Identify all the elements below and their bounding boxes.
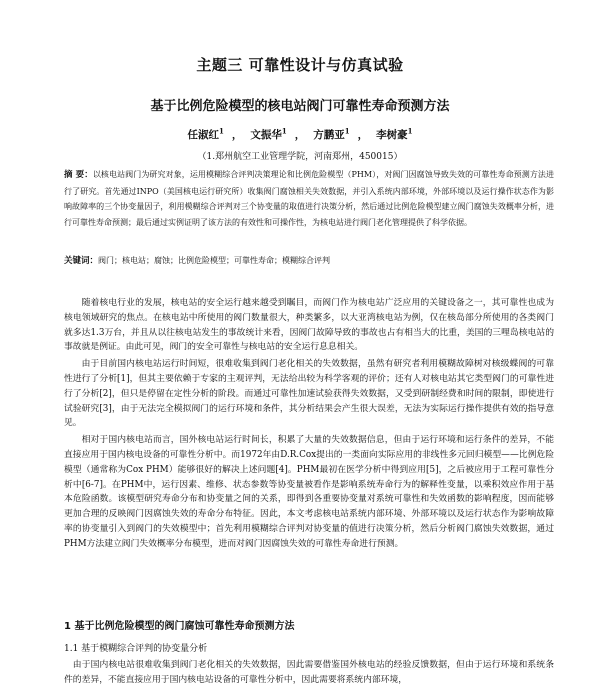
section-heading: 1 基于比例危险模型的阀门腐蚀可靠性寿命预测方法 (64, 621, 295, 632)
affiliation: （1.郑州航空工业管理学院，河南郑州，450015） (197, 152, 403, 162)
abstract-label: 摘 要： (64, 170, 93, 180)
body-paragraph: 相对于国内核电站而言，国外核电站运行时间长，积累了大量的失效数据信息，但由于运行环境和运行条件的差异，不能直接应用于国内核电设备的可靠性分析中。而1972年由D.R.Cox提出的一类面向实际应用的非线性多元回归模型——比例危险模型（通常称为Cox PHM）能够很好的解决上述问题[4]。PHM最初在医学分析中得到应用[5]，之后被应用于工程可靠性分析中[6-7]。在PHM中，运行因素、维修、状态参数等协变量被看作是影响系统寿命行为的解释性变量，以乘积效应作用于基本危险函数。该模型研究寿命分布和协变量之间的关系，即得到各重要协变量对系统可靠性和失效函数的影响程度，因而能够更加合理的反映阀门因腐蚀失效的寿命分布特征。因此，本文考虑核电站系统内部环境、外部环境以及运行状态作为影响故障率的协变量引入到阀门的失效模型中；首先利用模糊综合评判对协变量的值进行决策分析，然后分析阀门腐蚀失效数据，通过PHM方法建立阀门失效概率分布模型，进而对阀门因腐蚀失效的可靠性寿命进行预测。 (64, 435, 554, 549)
keywords-text: 阀门；核电站；腐蚀；比例危险模型；可靠性寿命；模糊综合评判 (98, 256, 331, 265)
introduction (64, 296, 554, 554)
topic-heading: 主题三 可靠性设计与仿真试验 (196, 56, 404, 74)
author-separator: ， (294, 128, 306, 141)
author: 任淑红$^1$ (187, 126, 224, 141)
author-separator: ， (357, 128, 369, 141)
author: 方鹏亚$^1$ (313, 126, 350, 141)
author-list (0, 126, 600, 142)
keywords-label: 关键词： (64, 256, 99, 266)
subsection-heading: 1.1 基于模糊综合评判的协变量分析 (64, 644, 208, 654)
body-paragraph: 由于目前国内核电站运行时间短，很难收集到阀门老化相关的失效数据，虽然有研究者利用模糊故障树对核级蝶阀的可靠性进行了分析[1]，但其主要依赖于专家的主观评判，无法给出较为科学客观的评价；还有人对核电站其它类型阀门的可靠性进行了分析[2]，但只是停留在定性分析的阶段。而通过可靠性加速试验获得失效数据，又受到研制经费和时间的限制，即使进行试验研究[3]，由于无法完全模拟阀门的运行环境和条件，其分析结果会产生很大误差，无法为实际运行操作提供有效的指导意见。 (64, 359, 554, 429)
abstract (64, 167, 554, 230)
paper-title: 基于比例危险模型的核电站阀门可靠性寿命预测方法 (150, 99, 450, 114)
author: 文振华$^1$ (250, 126, 287, 141)
subsection-body (64, 658, 554, 688)
author: 李树豪$^1$ (376, 126, 413, 141)
abstract-text: 以核电站阀门为研究对象，运用模糊综合评判决策理论和比例危险模型（PHM），对阀门因腐蚀导致失效的可靠性寿命预测方法进行了研究。首先通过INPO（美国核电运行研究所）收集阀门腐蚀相关失效数据，并引入系统内部环境，外部环境以及运行操作状态作为影响故障率的三个协变量因子，利用模糊综合评判对三个协变量的取值进行决策分析，然后通过比例危险模型建立阀门腐蚀失效概率分析，进行可靠性寿命预测；最后通过实例证明了该方法的有效性和可操作性，为核电站进行阀门老化管理提供了科学依据。 (64, 170, 555, 227)
keywords (64, 253, 554, 269)
author-separator: ， (231, 128, 243, 141)
body-paragraph: 随着核电行业的发展，核电站的安全运行越来越受到瞩目，而阀门作为核电站广泛应用的关键设备之一，其可靠性也成为核电领域研究的焦点。在核电站中所使用的阀门数量很大，种类繁多，以大亚湾核电站为例，仅在核岛部分所使用的各类阀门就多达1.3万台，并且从以往核电站发生的事故统计来看，因阀门故障导致的事故也占有相当大的比重，美国的三哩岛核电站的事故就是例证。由此可见，阀门的安全可靠性与核电站的安全运行息息相关。 (64, 298, 554, 353)
body-paragraph: 由于国内核电站很难收集到阀门老化相关的失效数据，因此需要借鉴国外核电站的经验反馈数据，但由于运行环境和系统条件的差异，不能直接应用于国内核电站设备的可靠性分析中，因此需要将系统内部环境， (64, 660, 554, 685)
